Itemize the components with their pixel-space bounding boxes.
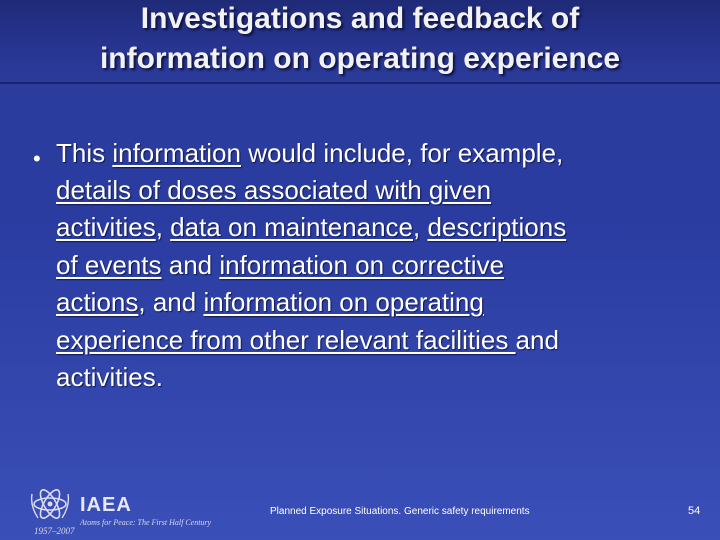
slide-title-line-1: Investigations and feedback of xyxy=(140,2,580,35)
underlined-text: details of doses associated with given xyxy=(56,175,492,205)
logo-name: IAEA xyxy=(80,494,132,516)
logo-tagline: Atoms for Peace: The First Half Century xyxy=(80,518,212,527)
body-text: , xyxy=(155,212,171,242)
body-line xyxy=(56,250,504,281)
underlined-text: experience from other relevant facilities xyxy=(56,325,516,355)
body-text: and xyxy=(161,250,220,280)
body-text: activities. xyxy=(56,362,163,392)
underlined-text: of events xyxy=(56,250,162,280)
body-text: This xyxy=(56,138,113,168)
body-text: would include, for example, xyxy=(240,138,564,168)
iaea-logo xyxy=(28,484,218,538)
body-line xyxy=(56,212,566,243)
logo-years: 1957–2007 xyxy=(34,526,75,536)
bullet-marker: • xyxy=(33,146,41,171)
footer-caption: Planned Exposure Situations. Generic safety requirements xyxy=(270,506,530,517)
body-text: , xyxy=(413,212,428,242)
body-text: and xyxy=(515,325,559,355)
page-number: 54 xyxy=(688,505,701,517)
body-line xyxy=(56,325,559,356)
body-line xyxy=(56,287,484,318)
underlined-text: data on maintenance xyxy=(170,212,414,242)
underlined-text: activities xyxy=(56,212,156,242)
underlined-text: information on operating xyxy=(203,287,484,317)
body-line xyxy=(56,175,491,206)
underlined-text: actions xyxy=(56,287,139,317)
underlined-text: descriptions xyxy=(427,212,567,242)
underlined-text: information on corrective xyxy=(219,250,505,280)
slide-title-line-2: information on operating experience xyxy=(99,42,621,75)
body-line xyxy=(56,138,563,169)
underlined-text: information xyxy=(112,138,241,168)
atom-emblem-icon xyxy=(28,484,76,528)
body-line xyxy=(56,362,163,393)
body-text: , and xyxy=(138,287,204,317)
